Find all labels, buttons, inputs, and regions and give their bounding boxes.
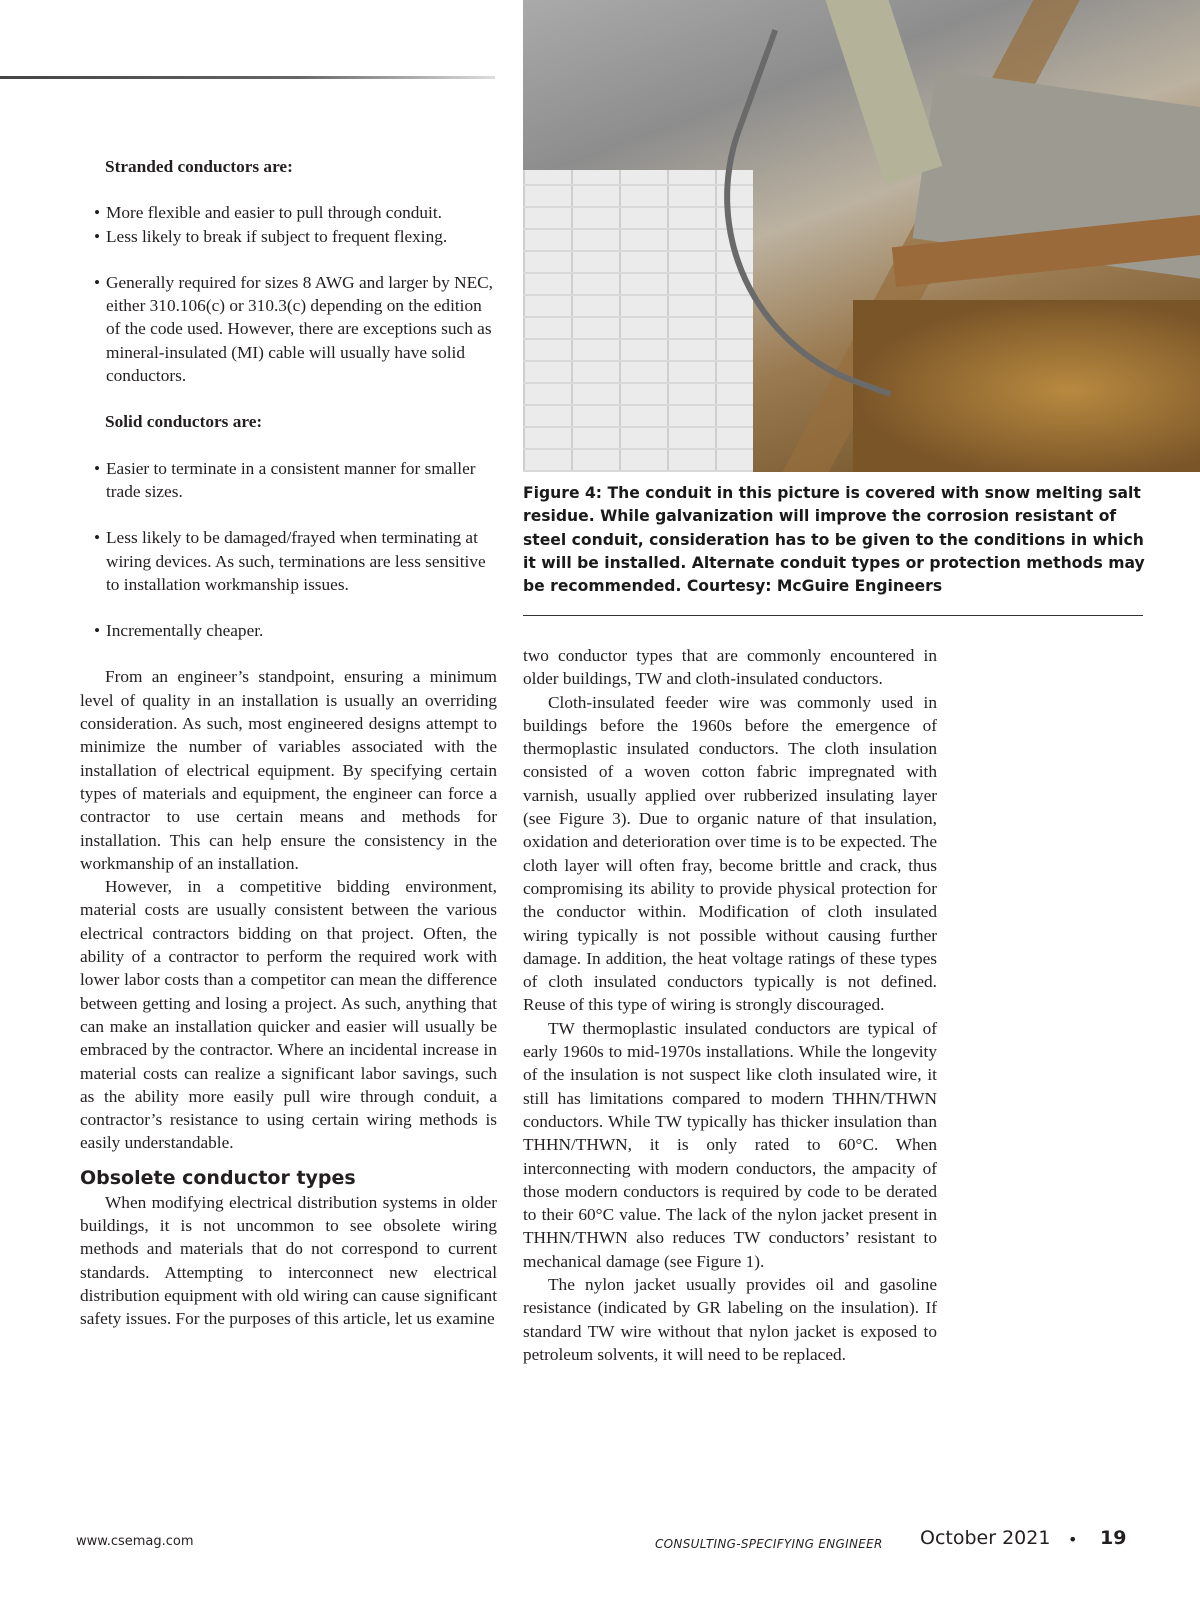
body-paragraph: From an engineer’s standpoint, ensuring a minimum level of quality in an installation is usually an overriding consideration. As such, most engineered designs attempt to minimize the number of variables associated with the installation of electrical equipment. By specifying certain types of materials and equipment, the engineer can force a contractor to use certain means and methods for installation. This can help ensure the consistency in the workmanship of an installation.	[80, 667, 497, 873]
right-column	[523, 644, 937, 1366]
body-paragraph: Cloth-insulated feeder wire was commonly used in buildings before the 1960s before the emergence of thermoplastic insulated conductors. The cloth insulation consisted of a woven cotton fabric impregnated with varnish, usually applied over rubberized insulating layer (see Figure 3). Due to organic nature of that insulation, oxidation and deterioration over time is to be expected. The cloth layer will often fray, become brittle and crack, thus compromising its ability to provide physical protection for the conductor within. Modification of cloth insulated wiring typically is not possible without causing further damage. In addition, the heat voltage ratings of these types of cloth insulated conductors typically is not defined. Reuse of this type of wiring is strongly discouraged.	[523, 692, 937, 1015]
footer-separator: •	[1068, 1530, 1078, 1549]
page-number: 19	[1100, 1527, 1127, 1549]
figure-4-photo	[523, 0, 1200, 472]
list-item: • Less likely to be damaged/frayed when terminating at wiring devices. As such, terminations are less sensitive to installation workmanship issues.	[106, 526, 497, 596]
stranded-heading: Stranded conductors are:	[105, 157, 293, 176]
solid-heading: Solid conductors are:	[105, 412, 263, 432]
footer-website[interactable]: www.csemag.com	[76, 1534, 194, 1549]
caption-rule	[523, 615, 1143, 616]
footer-magazine: CONSULTING-SPECIFYING ENGINEER	[655, 1537, 883, 1551]
section-heading: Obsolete conductor types	[80, 1166, 356, 1189]
list-item: • Generally required for sizes 8 AWG and larger by NEC, either 310.106(c) or 310.3(c) depending on the edition of the code used. However, there are exceptions such as mineral-insulated (MI) cable will usually have solid conductors.	[106, 271, 497, 387]
list-item: • Less likely to break if subject to frequent flexing.	[106, 225, 497, 248]
brick-wall	[523, 170, 753, 472]
list-item: • Incrementally cheaper.	[106, 619, 497, 642]
list-item: • Easier to terminate in a consistent manner for smaller trade sizes.	[106, 457, 497, 504]
body-paragraph: two conductor types that are commonly encountered in older buildings, TW and cloth-insulated conductors.	[523, 646, 937, 689]
stranded-list	[80, 201, 497, 387]
body-paragraph: However, in a competitive bidding environment, material costs are usually consistent between the various electrical contractors bidding on that project. Often, the ability of a contractor to perform the required work with lower labor costs than a competitor can mean the difference between getting and losing a project. As such, anything that can make an installation quicker and easier will usually be embraced by the contractor. Where an incidental increase in material costs can realize a significant labor savings, such as the ability more easily pull wire through conduit, a contractor’s resistance to using certain wiring methods is easily understandable.	[80, 877, 497, 1153]
body-paragraph: TW thermoplastic insulated conductors are typical of early 1960s to mid-1970s installations. While the longevity of the insulation is not suspect like cloth insulated wire, it still has limitations compared to modern THHN/THWN conductors. While TW typically has thicker insulation than THHN/THWN, it is only rated to 60°C. When interconnecting with modern conductors, the ampacity of those modern conductors is required by code to be derated to their 60°C value. The lack of the nylon jacket present in THHN/THWN also reduces TW conductors’ resistant to mechanical damage (see Figure 1).	[523, 1018, 937, 1271]
footer-date: October 2021	[920, 1527, 1051, 1549]
left-column	[80, 155, 497, 1330]
figure-caption: Figure 4: The conduit in this picture is covered with snow melting salt residue. While galvanization will improve the corrosion resistant of steel conduit, consideration has to be given to the conditions in which it will be installed. Alternate conduit types or protection methods may be recommended. Courtesy: McGuire Engineers	[523, 484, 1145, 596]
header-rule	[0, 76, 495, 79]
body-paragraph: The nylon jacket usually provides oil and gasoline resistance (indicated by GR labeling on the insulation). If standard TW wire without that nylon jacket is exposed to petroleum solvents, it will need to be replaced.	[523, 1275, 937, 1364]
solid-list	[80, 457, 497, 643]
list-item: • More flexible and easier to pull through conduit.	[106, 201, 497, 224]
body-paragraph: When modifying electrical distribution systems in older buildings, it is not uncommon to see obsolete wiring methods and materials that do not correspond to current standards. Attempting to interconnect new electrical distribution equipment with old wiring can cause significant safety issues. For the purposes of this article, let us examine	[80, 1192, 497, 1329]
